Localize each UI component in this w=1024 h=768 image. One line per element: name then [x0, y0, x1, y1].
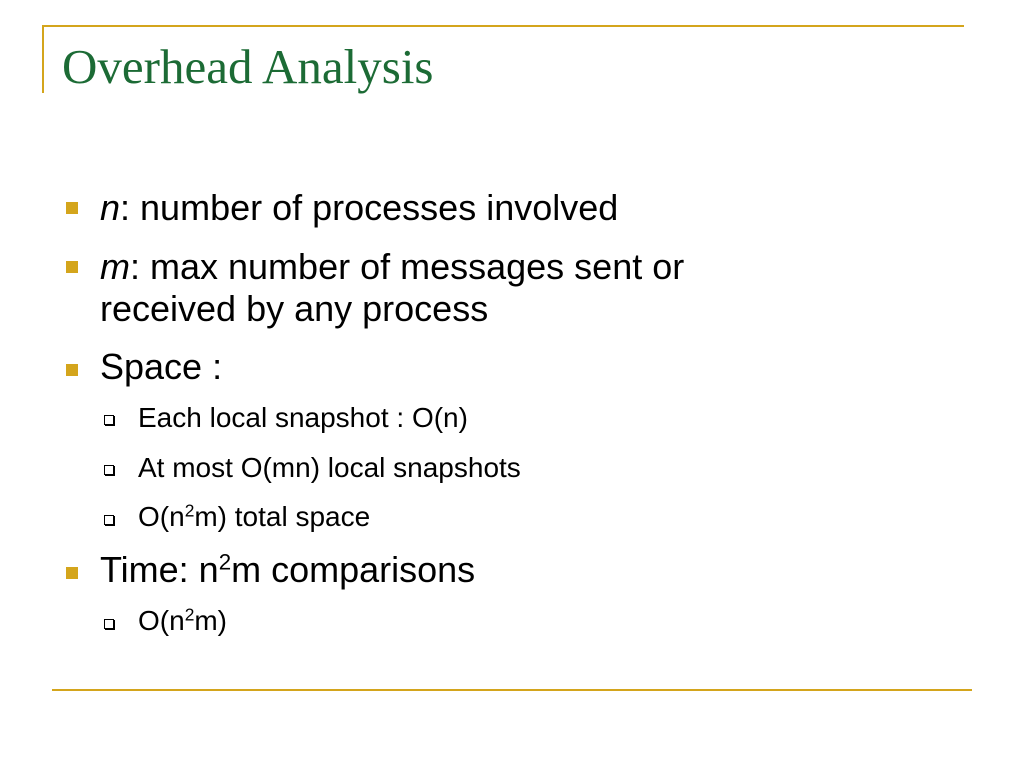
- sub-bullet-at-most: At most O(mn) local snapshots: [138, 452, 521, 483]
- hollow-square-bullet-icon: [104, 415, 114, 425]
- bullet-time-after: m comparisons: [231, 549, 476, 590]
- sub-bullet-total-space: [138, 500, 370, 533]
- hollow-square-bullet-icon: [104, 465, 114, 475]
- bottom-rule: [52, 689, 972, 691]
- var-n: n: [100, 187, 121, 228]
- slide-title: Overhead Analysis: [62, 39, 434, 94]
- top-rule: [42, 25, 964, 27]
- bullet-n-text: : number of processes involved: [120, 187, 619, 228]
- bullet-m-text-line1: : max number of messages sent or: [130, 246, 685, 287]
- sub-bullet-time-after: m): [194, 605, 227, 636]
- bullet-m: [100, 246, 684, 287]
- bullet-time-text: Time: n: [100, 549, 219, 590]
- bullet-m-continuation: received by any process: [100, 288, 489, 329]
- square-bullet-icon: [66, 261, 78, 273]
- left-rule: [42, 25, 44, 93]
- sub-bullet-total-space-after: m) total space: [194, 501, 371, 532]
- bullet-n: [100, 187, 618, 228]
- var-m: m: [100, 246, 130, 287]
- superscript-2: 2: [218, 549, 232, 575]
- superscript-2: 2: [184, 500, 195, 521]
- square-bullet-icon: [66, 567, 78, 579]
- bullet-space: Space :: [100, 346, 223, 387]
- sub-bullet-local-snapshot: Each local snapshot : O(n): [138, 402, 468, 433]
- superscript-2: 2: [184, 604, 195, 625]
- sub-bullet-time-complexity: [138, 604, 227, 637]
- hollow-square-bullet-icon: [104, 619, 114, 629]
- bullet-time: [100, 549, 475, 590]
- hollow-square-bullet-icon: [104, 515, 114, 525]
- sub-bullet-total-space-text: O(n: [138, 501, 185, 532]
- square-bullet-icon: [66, 364, 78, 376]
- square-bullet-icon: [66, 202, 78, 214]
- sub-bullet-time-text: O(n: [138, 605, 185, 636]
